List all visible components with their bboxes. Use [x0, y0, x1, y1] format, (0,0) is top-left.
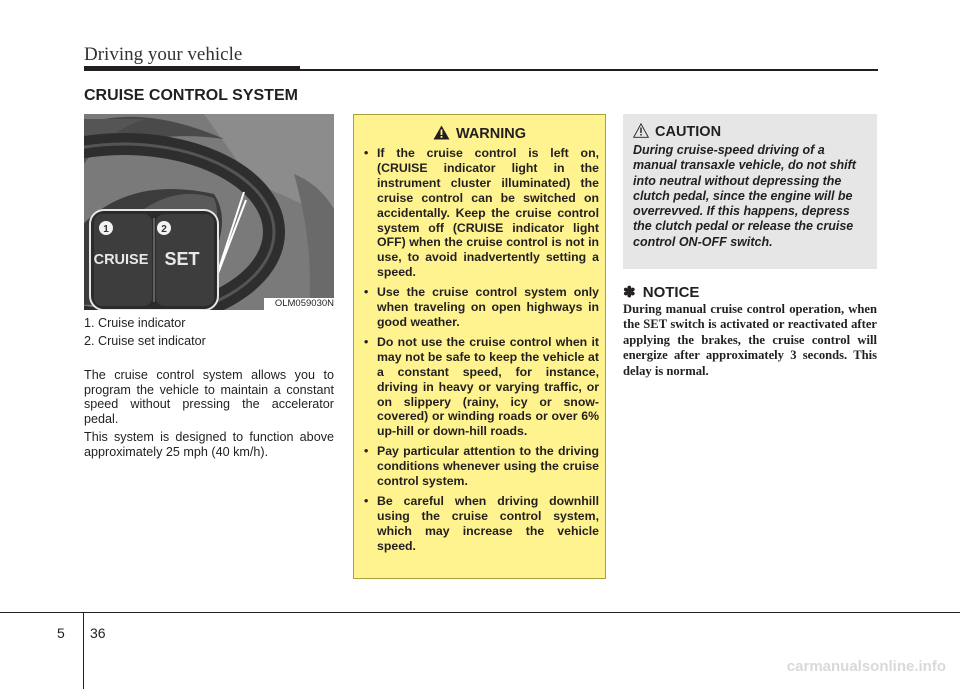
caption-1: 1. Cruise indicator — [84, 316, 186, 330]
page-number: 36 — [90, 625, 106, 641]
warning-item-1: • If the cruise control is left on, (CRUISE indicator light in the instrument cluster illuminated) the cruise control can be switched on accidentally. Keep the cruise control system off (CRUISE indicator light OFF) when the cruise control is not in use, to avoid inadvertently setting a speed. — [364, 146, 599, 280]
warning-heading-text: WARNING — [455, 126, 527, 142]
figure-code: OLM059030N — [264, 298, 334, 310]
warning-heading — [354, 125, 605, 144]
notice-heading-text: NOTICE — [642, 284, 700, 301]
intro-text — [84, 368, 334, 463]
cruise-indicator-label: CRUISE — [93, 252, 149, 268]
warning-item-3: • Do not use the cruise control when it may not be safe to keep the vehicle at a constant speed, for instance, driving in heavy or varying traffic, or on slippery (rainy, icy or snow-covered) or winding roads or over 6% up-hill or down-hill roads. — [364, 335, 599, 439]
steering-wheel-illustration — [84, 114, 334, 310]
warning-triangle-icon — [433, 125, 450, 144]
intro-paragraph-2: This system is designed to function above approximately 25 mph (40 km/h). — [84, 430, 334, 459]
notice-text: During manual cruise control operation, when the SET switch is activated or reactivated after applying the brakes, the cruise control will energize after approximately 3 seconds. This delay is normal. — [623, 302, 877, 378]
caution-box — [623, 114, 877, 269]
header-rule — [84, 66, 878, 71]
warning-box — [353, 114, 606, 579]
footer-rule — [0, 612, 960, 613]
warning-item-4: • Pay particular attention to the driving conditions whenever using the cruise control system. — [364, 444, 599, 489]
caution-heading-text: CAUTION — [655, 124, 722, 140]
caption-2: 2. Cruise set indicator — [84, 333, 206, 348]
header-section-title: Driving your vehicle — [84, 44, 243, 65]
caution-triangle-icon — [633, 123, 649, 142]
set-indicator-label: SET — [164, 249, 200, 269]
notice-heading — [623, 283, 699, 301]
caution-heading — [633, 123, 721, 142]
warning-item-2: • Use the cruise control system only when traveling on open highways in good weather. — [364, 285, 599, 330]
marker-1-label: 1 — [103, 224, 109, 235]
marker-2-label: 2 — [161, 224, 167, 235]
caution-text: During cruise-speed driving of a manual transaxle vehicle, do not shift into neutral without depressing the clutch pedal, since the engine will be overrevved. If this happens, depress the clutch pedal or release the cruise control ON-OFF switch. — [633, 143, 856, 249]
figure-captions — [84, 316, 334, 351]
intro-paragraph-1: The cruise control system allows you to program the vehicle to maintain a constant speed without pressing the accelerator pedal. — [84, 368, 334, 426]
footer-divider — [83, 612, 84, 689]
watermark: carmanualsonline.info — [786, 658, 946, 675]
steering-wheel-drawing — [84, 114, 334, 310]
warning-item-5: • Be careful when driving downhill using the cruise control system, which may increase the vehicle speed. — [364, 494, 599, 554]
warning-list — [364, 146, 599, 559]
notice-asterisk-icon: ✽ — [623, 284, 636, 301]
page-title: CRUISE CONTROL SYSTEM — [84, 87, 298, 104]
chapter-number: 5 — [57, 625, 65, 641]
